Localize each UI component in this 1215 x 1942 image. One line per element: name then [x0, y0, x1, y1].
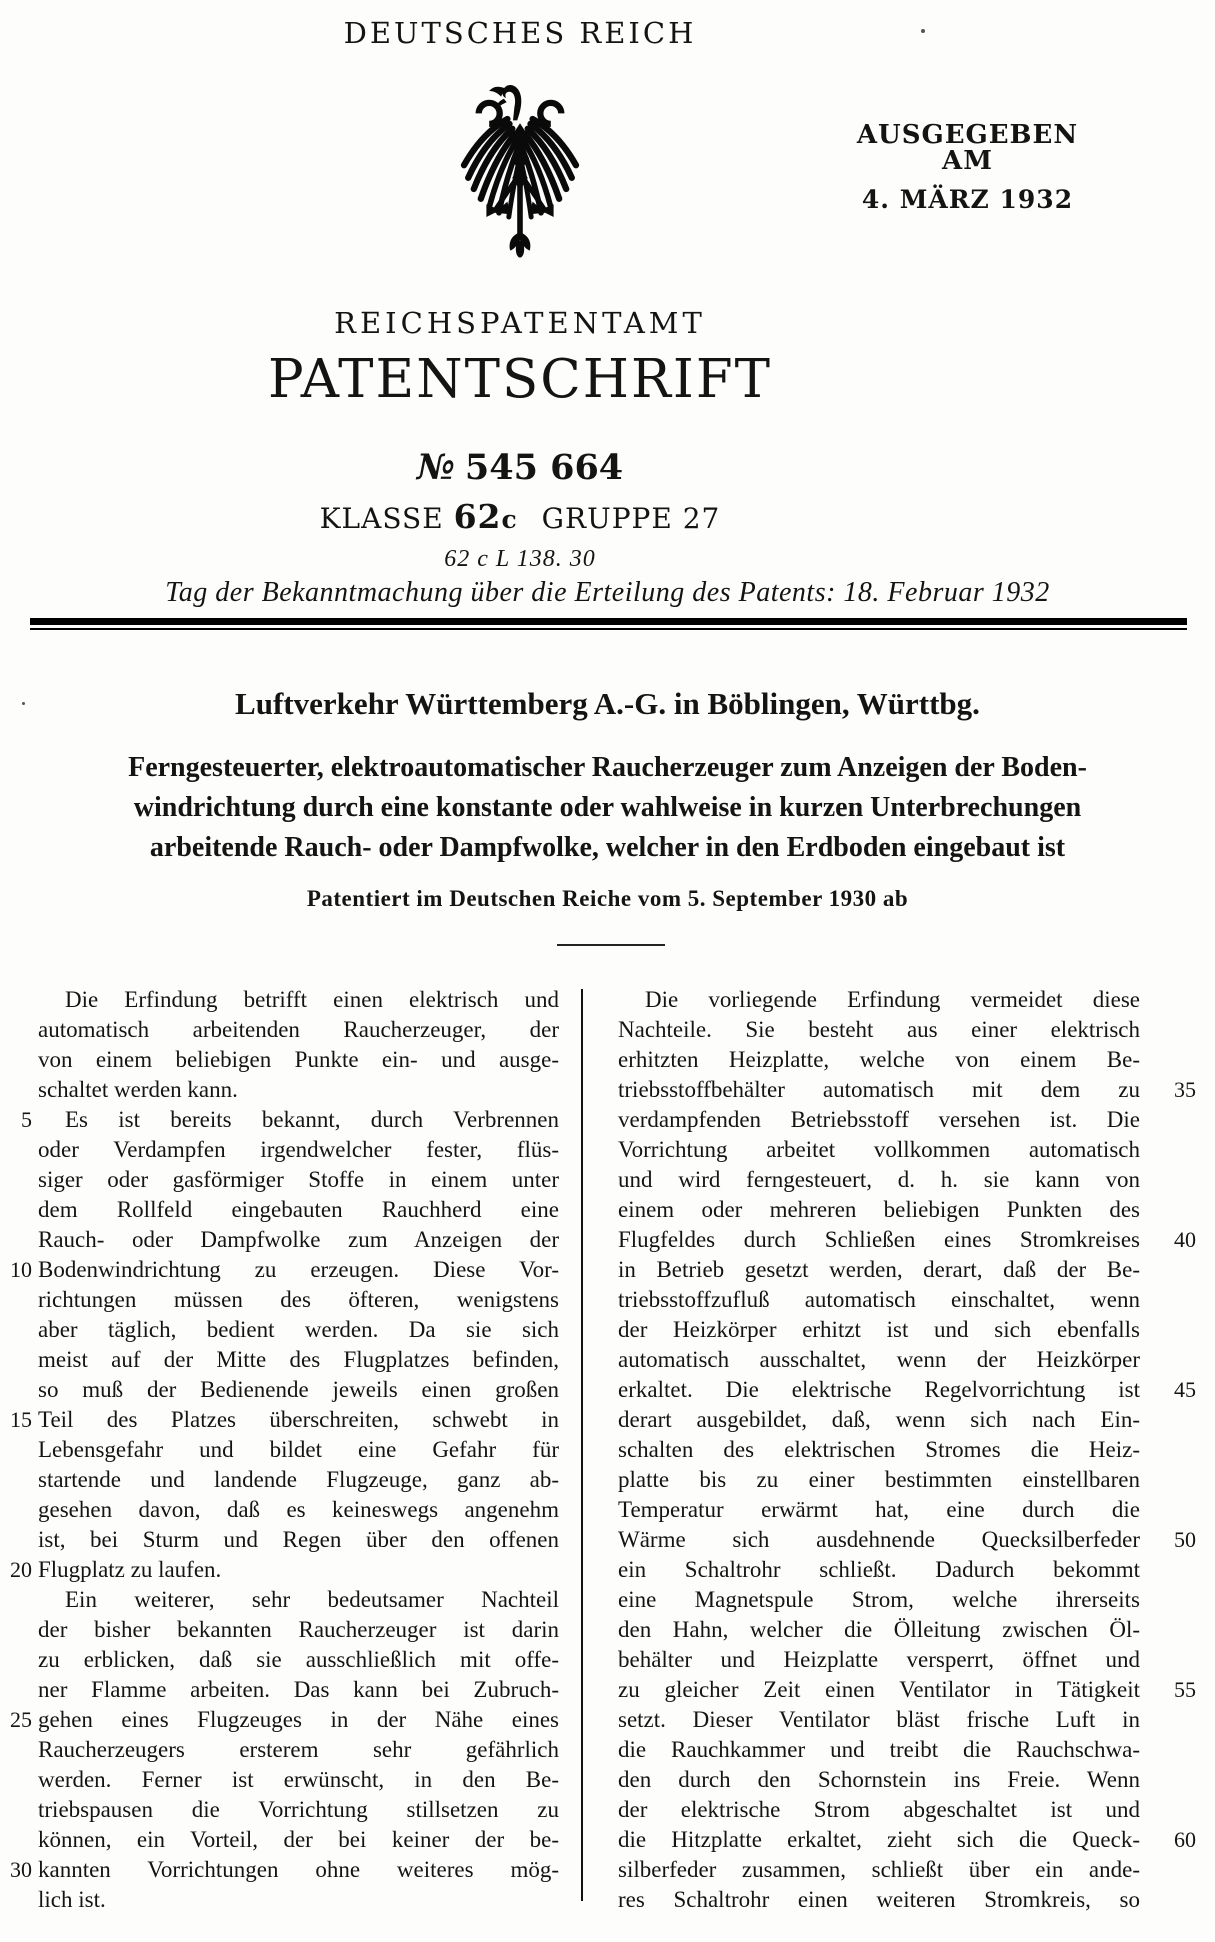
margin-line-number: 5: [21, 1107, 32, 1132]
body-text-line: und wird ferngesteuert, d. h. sie kann von: [618, 1167, 1140, 1192]
patent-number-value: 545 664: [464, 447, 624, 488]
body-text-line: derart ausgebildet, daß, wenn sich nach Ein-: [618, 1407, 1140, 1432]
issue-date-block: [845, 122, 1090, 212]
document-type-heading: PATENTSCHRIFT: [268, 349, 772, 410]
country-heading: DEUTSCHES REICH: [343, 16, 697, 50]
body-text-line: lich ist.: [38, 1887, 106, 1912]
body-text-line: zu erblicken, daß sie ausschließlich mit offe-: [38, 1647, 559, 1672]
numero-sign: №: [416, 447, 455, 488]
body-text-line: platte bis zu einer bestimmten einstellbaren: [618, 1467, 1140, 1492]
body-text-line: Die Erfindung betrifft einen elektrisch und: [65, 987, 559, 1012]
body-text-line: Nachteile. Sie besteht aus einer elektrisch: [618, 1017, 1140, 1042]
body-text-line: Flugplatz zu laufen.: [38, 1557, 222, 1582]
invention-title-line-1: Ferngesteuerter, elektroautomatischer Raucherzeuger zum Anzeigen der Boden-: [128, 752, 1087, 783]
body-text-line: Wärme sich ausdehnende Quecksilberfeder: [618, 1527, 1140, 1552]
body-text-line: Flugfeldes durch Schließen eines Stromkreises: [618, 1227, 1140, 1252]
left-column: [38, 985, 559, 1915]
body-text-line: den durch den Schornstein ins Freie. Wenn: [618, 1767, 1140, 1792]
body-text-line: Bodenwindrichtung zu erzeugen. Diese Vor-: [38, 1257, 559, 1282]
body-text-line: Teil des Platzes überschreiten, schwebt in: [38, 1407, 559, 1432]
body-text-line: setzt. Dieser Ventilator bläst frische Luft in: [618, 1707, 1140, 1732]
margin-line-number: 20: [10, 1557, 32, 1582]
body-text-line: gesehen davon, daß es keineswegs angenehm: [38, 1497, 559, 1522]
body-text-line: Rauch- oder Dampfwolke zum Anzeigen der: [38, 1227, 559, 1252]
grant-announcement-line: Tag der Bekanntmachung über die Erteilung des Patents: 18. Februar 1932: [165, 577, 1050, 608]
header-divider-thick-rule: [30, 618, 1187, 625]
file-reference: 62 c L 138. 30: [444, 546, 596, 572]
body-text-line: behälter und Heizplatte versperrt, öffnet und: [618, 1647, 1140, 1672]
body-text-line: werden. Ferner ist erwünscht, in den Be-: [38, 1767, 559, 1792]
margin-line-number: 35: [1174, 1077, 1196, 1102]
body-text-line: in Betrieb gesetzt werden, derart, daß der Be-: [618, 1257, 1140, 1282]
invention-title-line-2: windrichtung durch eine konstante oder wahlweise in kurzen Unterbrechungen: [133, 792, 1082, 823]
body-text-line: meist auf der Mitte des Flugplatzes befinden,: [38, 1347, 559, 1372]
margin-line-number: 30: [10, 1857, 32, 1882]
body-text-line: ist, bei Sturm und Regen über den offenen: [38, 1527, 559, 1552]
right-column: [618, 985, 1140, 1915]
body-text-line: dem Rollfeld eingebauten Rauchherd eine: [38, 1197, 559, 1222]
body-text-line: Lebensgefahr und bildet eine Gefahr für: [38, 1437, 559, 1462]
body-text-line: schaltet werden kann.: [38, 1077, 238, 1102]
body-text-line: der bisher bekannten Raucherzeuger ist darin: [38, 1617, 559, 1642]
body-text-line: triebsstoffzufluß automatisch einschaltet, wenn: [618, 1287, 1140, 1312]
body-text-line: der elektrische Strom abgeschaltet ist und: [618, 1797, 1140, 1822]
margin-line-number: 50: [1174, 1527, 1196, 1552]
margin-line-number: 40: [1174, 1227, 1196, 1252]
margin-line-number: 55: [1174, 1677, 1196, 1702]
body-text-line: silberfeder zusammen, schließt über ein ande-: [618, 1857, 1140, 1882]
body-text-line: triebspausen die Vorrichtung stillsetzen zu: [38, 1797, 559, 1822]
gruppe-label: GRUPPE: [541, 502, 673, 535]
reichsadler-eagle-icon: [450, 62, 590, 274]
body-text-line: res Schaltrohr einen weiteren Stromkreis, so: [618, 1887, 1140, 1912]
klasse-value: 62: [453, 497, 502, 536]
body-text-line: schalten des elektrischen Stromes die Heiz-: [618, 1437, 1140, 1462]
body-text-line: triebsstoffbehälter automatisch mit dem zu: [618, 1077, 1140, 1102]
scan-speck: [22, 702, 25, 705]
body-text-line: erkaltet. Die elektrische Regelvorrichtung ist: [618, 1377, 1140, 1402]
assignee-line: Luftverkehr Württemberg A.-G. in Böblingen, Württbg.: [235, 686, 980, 721]
margin-line-number: 45: [1174, 1377, 1196, 1402]
column-divider-rule: [581, 989, 583, 1901]
body-text-line: ein Schaltrohr schließt. Dadurch bekommt: [618, 1557, 1140, 1582]
body-text-line: startende und landende Flugzeuge, ganz ab-: [38, 1467, 559, 1492]
invention-title: [60, 748, 1155, 868]
body-text-line: siger oder gasförmiger Stoffe in einem unter: [38, 1167, 559, 1192]
body-text-line: verdampfenden Betriebsstoff versehen ist. Die: [618, 1107, 1140, 1132]
margin-line-number: 15: [10, 1407, 32, 1432]
body-text-line: richtungen müssen des öfteren, wenigstens: [38, 1287, 559, 1312]
body-text-line: eine Magnetspule Strom, welche ihrerseits: [618, 1587, 1140, 1612]
body-text-line: automatisch ausschaltet, wenn der Heizkörper: [618, 1347, 1140, 1372]
body-text-line: die Rauchkammer und treibt die Rauchschwa-: [618, 1737, 1140, 1762]
body-text-line: so muß der Bedienende jeweils einen großen: [38, 1377, 559, 1402]
patent-office-heading: REICHSPATENTAMT: [334, 306, 706, 340]
body-text-line: von einem beliebigen Punkte ein- und ausge-: [38, 1047, 559, 1072]
issued-date: 4. MÄRZ 1932: [861, 185, 1074, 214]
body-text-line: kannten Vorrichtungen ohne weiteres mög-: [38, 1857, 559, 1882]
body-text-line: automatisch arbeitenden Raucherzeuger, der: [38, 1017, 559, 1042]
body-text-line: erhitzten Heizplatte, welche von einem Be-: [618, 1047, 1140, 1072]
invention-title-line-3: arbeitende Rauch- oder Dampfwolke, welcher in den Erdboden eingebaut ist: [149, 832, 1066, 863]
scan-speck: [921, 29, 925, 33]
body-text-line: aber täglich, bedient werden. Da sie sich: [38, 1317, 559, 1342]
body-text-line: Raucherzeugers ersterem sehr gefährlich: [38, 1737, 559, 1762]
body-text-line: Temperatur erwärmt hat, eine durch die: [618, 1497, 1140, 1522]
patent-number: [0, 447, 1040, 488]
body-text-line: Vorrichtung arbeitet vollkommen automatisch: [618, 1137, 1140, 1162]
section-divider-short-rule: [557, 944, 665, 946]
issued-label: AUSGEGEBEN AM: [856, 120, 1079, 176]
klasse-subclass: c: [501, 505, 518, 534]
body-text-line: Es ist bereits bekannt, durch Verbrennen: [65, 1107, 559, 1132]
body-text-line: die Hitzplatte erkaltet, zieht sich die Queck-: [618, 1827, 1140, 1852]
margin-line-number: 25: [10, 1707, 32, 1732]
body-text-line: können, ein Vorteil, der bei keiner der be-: [38, 1827, 559, 1852]
gruppe-value: 27: [682, 502, 721, 535]
patented-from-line: Patentiert im Deutschen Reiche vom 5. September 1930 ab: [306, 886, 909, 911]
patent-body: [0, 985, 1215, 1930]
classification-line: [0, 497, 1040, 536]
body-text-line: den Hahn, welcher die Ölleitung zwischen Öl-: [618, 1617, 1140, 1642]
margin-line-number: 10: [10, 1257, 32, 1282]
header-divider-thin-rule: [30, 628, 1187, 630]
body-text-line: Die vorliegende Erfindung vermeidet diese: [645, 987, 1140, 1012]
body-text-line: der Heizkörper erhitzt ist und sich ebenfalls: [618, 1317, 1140, 1342]
body-text-line: ner Flamme arbeiten. Das kann bei Zubruch-: [38, 1677, 559, 1702]
klasse-label: KLASSE: [319, 502, 444, 535]
body-text-line: gehen eines Flugzeuges in der Nähe eines: [38, 1707, 559, 1732]
body-text-line: oder Verdampfen irgendwelcher fester, flüs-: [38, 1137, 559, 1162]
margin-line-number: 60: [1174, 1827, 1196, 1852]
body-text-line: einem oder mehreren beliebigen Punkten des: [618, 1197, 1140, 1222]
body-text-line: Ein weiterer, sehr bedeutsamer Nachteil: [65, 1587, 559, 1612]
body-text-line: zu gleicher Zeit einen Ventilator in Tätigkeit: [618, 1677, 1140, 1702]
